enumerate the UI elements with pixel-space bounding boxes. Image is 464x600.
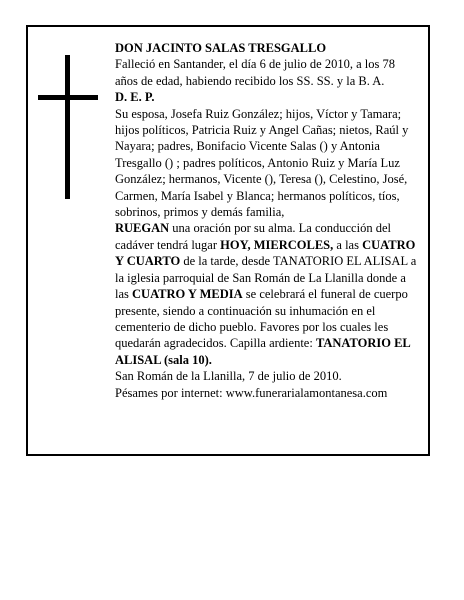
condolences-line: Pésames por internet: www.funerarialamontanesa.com (115, 385, 388, 400)
hoy-miercoles-label: HOY, MIERCOLES, (220, 237, 334, 252)
rip-label: D. E. P. (115, 90, 155, 105)
cross-vertical-bar (65, 55, 70, 199)
cross-horizontal-bar (38, 95, 98, 100)
death-info: Falleció en Santander, el día 6 de julio de 2010, a los 78 años de edad, habiendo recibido los SS. SS. y la B. A. (115, 57, 395, 88)
funeral-text-3: de la tarde, desde TANATORIO EL ALISAL a la iglesia parroquial de San Román de La Llanilla donde a las (115, 254, 417, 302)
deceased-name: DON JACINTO SALAS TRESGALLO (115, 41, 327, 55)
cuatro-y-media-label: CUATRO Y MEDIA (132, 287, 243, 302)
date-line: San Román de la Llanilla, 7 de julio de 2010. (115, 369, 342, 384)
family-list: Su esposa, Josefa Ruiz González; hijos, Víctor y Tamara; hijos políticos, Patricia Ruiz y Angel Cañas; nietos, Raúl y Nayara; padres, Bonifacio Vicente Salas () y Antonia Tresgallo () ; padres políticos, Antonio Ruiz y María Luz González; hermanos, Vicente (), Teresa (), Celestino, José, Carmen, María Isabel y Blanca; hermanos políticos, tíos, sobrinos, primos y demás familia, (115, 106, 409, 220)
ruegan-label: RUEGAN (115, 221, 170, 236)
obituary-notice (26, 25, 430, 456)
funeral-details (115, 220, 420, 368)
funeral-text-2: a las (333, 237, 363, 252)
obituary-text (115, 40, 420, 401)
funeral-text-4: se celebrará el funeral de cuerpo presente, siendo a continuación su inhumación en el cementerio de dicho pueblo. Favores por los cuales les quedarán agradecidos. Capilla ardiente: (115, 287, 408, 351)
cuatro-y-cuarto-label: CUATRO Y CUARTO (115, 237, 416, 269)
capilla-ardiente-location: TANATORIO EL ALISAL (sala 10). (115, 336, 411, 367)
cross-icon (38, 55, 98, 199)
funeral-text-1: una oración por su alma. La conducción del cadáver tendrá lugar (115, 221, 391, 252)
